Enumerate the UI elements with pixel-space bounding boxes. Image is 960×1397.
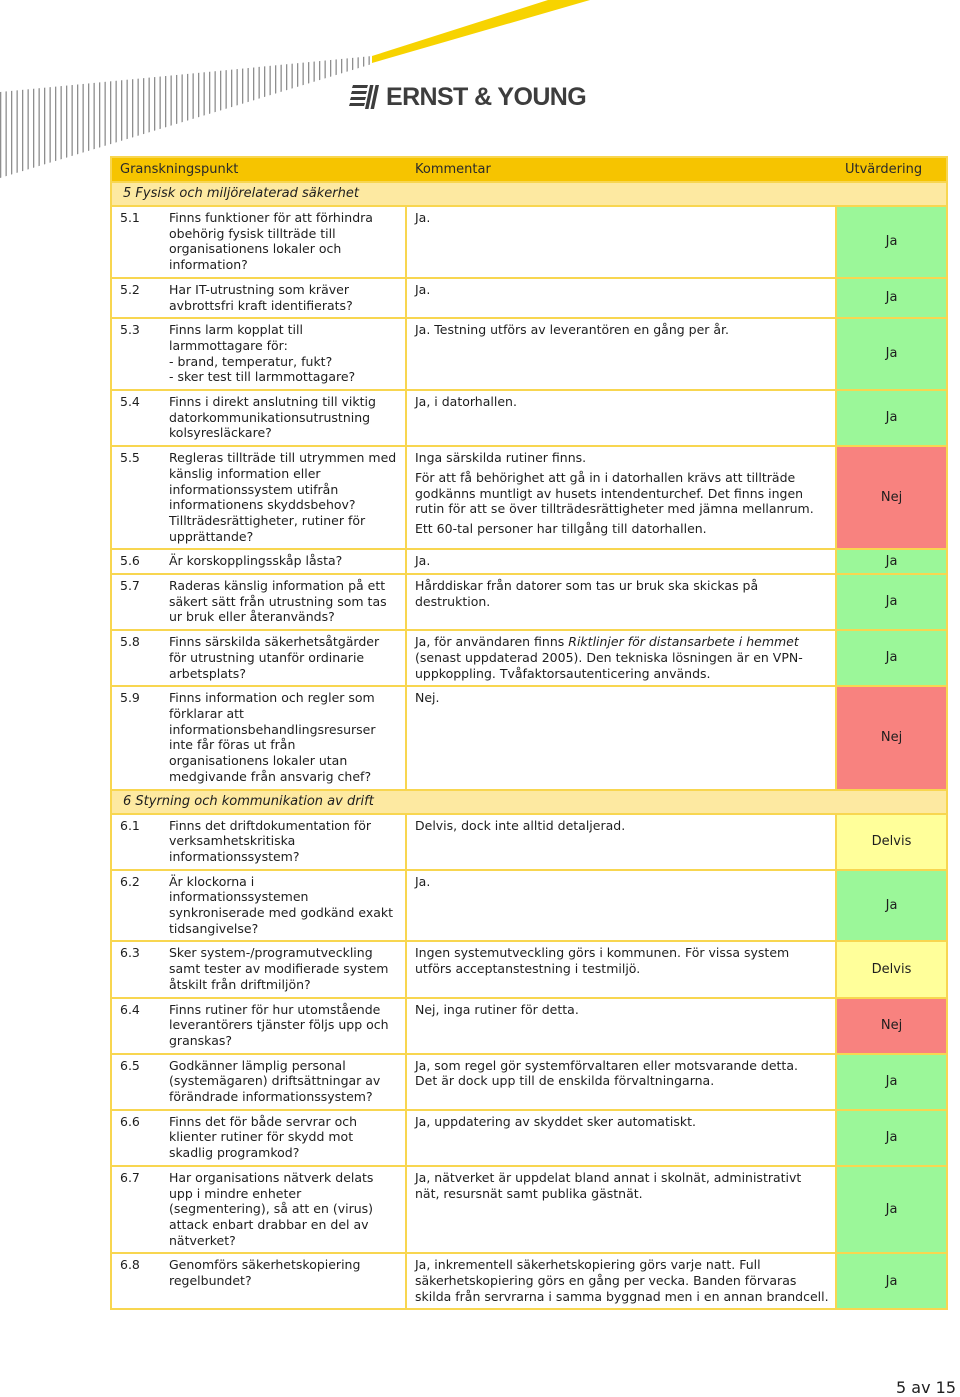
question-line: skadlig programkod? (169, 1145, 300, 1161)
comment-line: Nej. (415, 690, 440, 706)
rating-cell (837, 1167, 946, 1253)
rating-cell (837, 999, 946, 1053)
table-row (112, 815, 946, 869)
rating-value: Ja (885, 1201, 898, 1217)
column-header-rating: Utvärdering (845, 161, 923, 177)
comment-cell (407, 319, 835, 389)
question-line: upprättande? (169, 528, 254, 544)
question-text (169, 553, 342, 569)
question-line: klienter rutiner för skydd mot (169, 1129, 354, 1145)
comment-paragraph (415, 634, 829, 681)
question-line: tidsangivelse? (169, 920, 259, 936)
question-text (169, 874, 393, 937)
header-row (112, 158, 946, 181)
question-line: förklarar att (169, 705, 244, 721)
rating-cell (837, 815, 946, 869)
question-cell (112, 447, 405, 548)
comment-line: Ja, inkrementell säkerhetskopiering görs varje natt. Full (415, 1257, 761, 1273)
comment-paragraph (415, 322, 829, 338)
question-line: Genomförs säkerhetskopiering (169, 1257, 361, 1273)
question-line: Är klockorna i (169, 873, 255, 889)
question-line: informationens skyddsbehov? (169, 497, 356, 513)
question-line: Finns funktioner för att förhindra (169, 210, 373, 225)
question-line: avbrottsfri kraft identifierats? (169, 297, 353, 313)
item-number: 5.9 (120, 690, 140, 706)
question-cell (112, 999, 405, 1053)
rating-cell (837, 942, 946, 996)
question-cell (112, 575, 405, 629)
comment-line: utförs acceptanstestning i testmiljö. (415, 961, 641, 977)
item-number: 6.1 (120, 817, 140, 833)
question-cell (112, 942, 405, 996)
question-line: organisationens lokaler utan (169, 753, 348, 769)
rating-value: Ja (885, 594, 898, 610)
comment-paragraph (415, 521, 829, 537)
rating-value: Ja (885, 1273, 898, 1289)
comment-line: Ja, nätverket är uppdelat bland annat i skolnät, administrativt (415, 1169, 802, 1185)
comment-paragraph (415, 690, 829, 706)
ey-bars-icon (348, 83, 380, 111)
question-line: granskas? (169, 1032, 232, 1048)
question-block (112, 634, 405, 681)
question-text (169, 394, 376, 441)
rating-value: Ja (885, 1073, 898, 1089)
item-number: 5.8 (120, 634, 140, 650)
comment-paragraph (415, 818, 829, 834)
item-number: 5.2 (120, 281, 140, 297)
section-title: 5 Fysisk och miljörelaterad säkerhet (123, 186, 359, 202)
logo-text: ERNST & YOUNG (386, 83, 587, 111)
comment-line (415, 634, 829, 650)
question-line: Sker system-/programutveckling (169, 945, 373, 961)
rating-cell (837, 871, 946, 941)
question-text (169, 818, 371, 865)
comment-paragraph (415, 553, 829, 569)
question-line: Finns det driftdokumentation för (169, 817, 372, 833)
comment-line: skilda från servrarna i samma byggnad men i en annan brandcell. (415, 1288, 829, 1304)
comment-line: Ja, som regel gör systemförvaltaren eller motsvarande detta. (415, 1057, 798, 1073)
question-cell (112, 319, 405, 389)
question-block (112, 1114, 405, 1161)
question-text (169, 450, 396, 544)
comment-paragraph (415, 945, 829, 976)
question-cell (112, 631, 405, 685)
rating-cell (837, 687, 946, 788)
comment-paragraph (415, 874, 829, 890)
question-block (112, 450, 405, 544)
question-line: Har IT-utrustning som kräver (169, 281, 349, 297)
logo (348, 82, 586, 112)
question-line: (systemägaren) driftsättningar av (169, 1073, 381, 1089)
rating-value: Ja (885, 1129, 898, 1145)
question-line: organisationens lokaler och (169, 241, 342, 257)
comment-paragraph (415, 1257, 829, 1304)
question-cell (112, 815, 405, 869)
comment-line: säkerhetskopiering görs en gång per vecka. Banden förvaras (415, 1273, 797, 1289)
item-number: 6.2 (120, 873, 140, 889)
question-text (169, 690, 376, 784)
audit-table-body (112, 183, 946, 1308)
question-line: Raderas känslig information på ett (169, 578, 386, 594)
comment-line: Ja, i datorhallen. (415, 394, 517, 410)
rating-value: Ja (885, 410, 898, 426)
table-row (112, 687, 946, 788)
question-line: Godkänner lämplig personal (169, 1057, 346, 1073)
comment-cell (407, 575, 835, 629)
rating-cell (837, 631, 946, 685)
comment-line: För att få behörighet att gå in i datorhallen krävs att tillträde (415, 469, 796, 485)
question-cell (112, 1254, 405, 1308)
question-cell (112, 871, 405, 941)
question-line: synkroniserade med godkänd exakt (169, 905, 394, 921)
comment-paragraph (415, 282, 829, 298)
comment-cell (407, 207, 835, 277)
table-row (112, 1111, 946, 1165)
question-line: förändrade informationssystem? (169, 1089, 373, 1105)
question-cell (112, 279, 405, 317)
question-line: (segmentering), så att en (virus) (169, 1201, 374, 1217)
comment-cell (407, 1167, 835, 1253)
rating-value: Ja (885, 897, 898, 913)
comment-line: destruktion. (415, 593, 491, 609)
question-text (169, 1002, 389, 1049)
rating-value: Delvis (871, 961, 912, 977)
comment-cell (407, 1055, 835, 1109)
question-line: informationssystem? (169, 848, 300, 864)
rating-cell (837, 550, 946, 573)
item-number: 6.8 (120, 1257, 140, 1273)
comment-line: Ja. (415, 873, 431, 889)
rating-value: Nej (880, 730, 903, 746)
question-line: åtskilt från driftmiljön? (169, 976, 311, 992)
comment-paragraph (415, 1170, 829, 1201)
table-row (112, 1254, 946, 1308)
comment-paragraph (415, 470, 829, 517)
question-block (112, 394, 405, 441)
question-block (112, 818, 405, 865)
item-number: 5.5 (120, 450, 140, 466)
rating-value: Ja (885, 553, 898, 569)
question-line: Finns i direkt anslutning till viktig (169, 394, 376, 410)
section-cell (112, 183, 946, 205)
rating-value: Ja (885, 650, 898, 666)
question-line: medgivande från ansvarig chef? (169, 768, 372, 784)
question-cell (112, 1167, 405, 1253)
table-row (112, 942, 946, 996)
question-line: informationssystem utifrån (169, 481, 339, 497)
question-line: Finns information och regler som (169, 690, 375, 706)
question-line: - brand, temperatur, fukt? (169, 353, 333, 369)
section-row (112, 791, 946, 813)
question-text (169, 1170, 373, 1249)
question-line: Har organisations nätverk delats (169, 1169, 374, 1185)
question-block (112, 282, 405, 313)
comment-cell (407, 631, 835, 685)
rating-cell (837, 207, 946, 277)
question-line: larmmottagare för: (169, 337, 288, 353)
item-number: 6.7 (120, 1169, 140, 1185)
comment-cell (407, 1111, 835, 1165)
question-text (169, 578, 387, 625)
comment-cell (407, 871, 835, 941)
question-text (169, 322, 355, 385)
question-block (112, 690, 405, 784)
question-line: inte får föras ut från (169, 737, 296, 753)
rating-value: Delvis (871, 833, 912, 849)
question-block (112, 945, 405, 992)
comment-line: Ja. Testning utförs av leverantören en gång per år. (415, 322, 730, 338)
comment-paragraph (415, 1002, 829, 1018)
question-line: leverantörers tjänster följs upp och (169, 1017, 389, 1033)
column-header-point: Granskningspunkt (120, 161, 239, 177)
comment-line: Det är dock upp till de enskilda förvaltningarna. (415, 1073, 715, 1089)
question-block (112, 1002, 405, 1049)
question-line: känslig information eller (169, 465, 321, 481)
comment-cell (407, 447, 835, 548)
question-text (169, 1257, 360, 1288)
question-block (112, 322, 405, 385)
rating-cell (837, 447, 946, 548)
question-cell (112, 1111, 405, 1165)
comment-cell (407, 279, 835, 317)
question-block (112, 1257, 405, 1288)
question-line: Finns det för både servrar och (169, 1113, 358, 1129)
rating-cell (837, 1055, 946, 1109)
question-line: Finns särskilda säkerhetsåtgärder (169, 634, 380, 650)
comment-line: Hårddiskar från datorer som tas ur bruk ska skickas på (415, 578, 759, 594)
rating-value: Ja (885, 346, 898, 362)
column-header-comment: Kommentar (415, 161, 491, 177)
table-row (112, 391, 946, 445)
question-line: Tillträdesrättigheter, rutiner för (169, 512, 366, 528)
question-line: informationssystemen (169, 889, 309, 905)
comment-segment: Ja, för användaren finns (415, 634, 569, 650)
comment-cell (407, 550, 835, 573)
question-text (169, 634, 379, 681)
question-line: Regleras tillträde till utrymmen med (169, 450, 397, 466)
question-line: informationsbehandlingsresurser (169, 721, 376, 737)
rating-cell (837, 1254, 946, 1308)
comment-line: godkänns muntligt av husets intendenturchef. Det finns ingen (415, 485, 804, 501)
question-line: obehörig fysisk tillträde till (169, 225, 336, 241)
question-line: ur bruk eller återanvänds? (169, 609, 335, 625)
rating-cell (837, 391, 946, 445)
comment-paragraph (415, 1114, 829, 1130)
audit-table (110, 156, 948, 1310)
question-block (112, 1058, 405, 1105)
table-row (112, 447, 946, 548)
comment-emphasis: Riktlinjer för distansarbete i hemmet (568, 634, 799, 650)
table-row (112, 207, 946, 277)
question-line: verksamhetskritiska (169, 833, 296, 849)
item-number: 6.5 (120, 1057, 140, 1073)
comment-paragraph (415, 394, 829, 410)
comment-paragraph (415, 210, 829, 226)
comment-cell (407, 999, 835, 1053)
item-number: 5.4 (120, 394, 140, 410)
rating-value: Nej (880, 1017, 903, 1033)
header-cell (112, 158, 946, 181)
comment-cell (407, 391, 835, 445)
question-block (112, 210, 405, 273)
table-row (112, 550, 946, 573)
table-row (112, 575, 946, 629)
question-cell (112, 391, 405, 445)
question-cell (112, 687, 405, 788)
comment-paragraph (415, 578, 829, 609)
question-line: samt tester av modifierade system (169, 961, 389, 977)
question-line: Finns larm kopplat till (169, 322, 303, 338)
item-number: 5.1 (120, 210, 140, 225)
question-line: regelbundet? (169, 1273, 252, 1289)
comment-paragraph (415, 450, 829, 466)
comment-cell (407, 815, 835, 869)
question-line: Är korskopplingsskåp låsta? (169, 553, 343, 569)
question-block (112, 578, 405, 625)
comment-line: Ja. (415, 281, 431, 297)
question-line: information? (169, 257, 248, 273)
rating-cell (837, 1111, 946, 1165)
table-row (112, 871, 946, 941)
comment-paragraph (415, 1058, 829, 1089)
question-line: arbetsplats? (169, 665, 246, 681)
question-cell (112, 550, 405, 573)
comment-cell (407, 687, 835, 788)
section-row (112, 183, 946, 205)
section-title: 6 Styrning och kommunikation av drift (123, 793, 374, 809)
question-text (169, 945, 388, 992)
rating-cell (837, 319, 946, 389)
question-line: kolsyresläckare? (169, 425, 272, 441)
question-line: Finns rutiner för hur utomstående (169, 1001, 381, 1017)
item-number: 6.3 (120, 945, 140, 961)
question-text (169, 282, 353, 313)
rating-value: Nej (880, 489, 903, 505)
comment-line: Ingen systemutveckling görs i kommunen. För vissa system (415, 945, 790, 961)
comment-cell (407, 942, 835, 996)
comment-line: Nej, inga rutiner för detta. (415, 1001, 579, 1017)
rating-value: Ja (885, 290, 898, 306)
comment-line: uppkoppling. Tvåfaktorsautenticering används. (415, 665, 711, 681)
comment-line: Inga särskilda rutiner finns. (415, 450, 587, 466)
table-row (112, 319, 946, 389)
question-cell (112, 1055, 405, 1109)
item-number: 5.3 (120, 322, 140, 338)
question-line: nätverket? (169, 1232, 236, 1248)
question-block (112, 874, 405, 937)
question-line: - sker test till larmmottagare? (169, 369, 356, 385)
question-line: attack enbart drabbar en del av (169, 1216, 369, 1232)
table-row (112, 1167, 946, 1253)
question-line: datorkommunikationsutrustning (169, 409, 371, 425)
item-number: 5.6 (120, 553, 140, 569)
question-text (169, 1058, 380, 1105)
comment-line: Ja. (415, 210, 431, 225)
comment-line: (senast uppdaterad 2005). Den tekniska lösningen är en VPN- (415, 649, 803, 665)
rating-value: Ja (885, 234, 898, 250)
comment-line: Ja. (415, 553, 431, 569)
question-block (112, 553, 405, 569)
question-text (169, 1114, 357, 1161)
table-row (112, 279, 946, 317)
rating-cell (837, 279, 946, 317)
item-number: 6.4 (120, 1001, 140, 1017)
yellow-beam (372, 0, 590, 63)
comment-line: Ett 60-tal personer har tillgång till datorhallen. (415, 520, 707, 536)
table-row (112, 999, 946, 1053)
question-text (169, 210, 373, 273)
section-cell (112, 791, 946, 813)
comment-line: nät, resursnät samt publika gästnät. (415, 1185, 643, 1201)
comment-cell (407, 1254, 835, 1308)
table-row (112, 1055, 946, 1109)
table-row (112, 631, 946, 685)
question-block (112, 1170, 405, 1249)
item-number: 6.6 (120, 1113, 140, 1129)
question-line: upp i mindre enheter (169, 1185, 302, 1201)
rating-cell (837, 575, 946, 629)
comment-line: Ja, uppdatering av skyddet sker automatiskt. (415, 1113, 696, 1129)
question-line: säkert sätt från utrustning som tas (169, 593, 387, 609)
page-number: 5 av 15 (896, 1378, 956, 1397)
comment-line: rutin för att se över tillträdesrättigheter med jämna mellanrum. (415, 501, 814, 517)
question-cell (112, 207, 405, 277)
comment-line: Delvis, dock inte alltid detaljerad. (415, 817, 626, 833)
question-line: för utrustning utanför ordinarie (169, 649, 365, 665)
header-labels (112, 158, 946, 181)
item-number: 5.7 (120, 578, 140, 594)
